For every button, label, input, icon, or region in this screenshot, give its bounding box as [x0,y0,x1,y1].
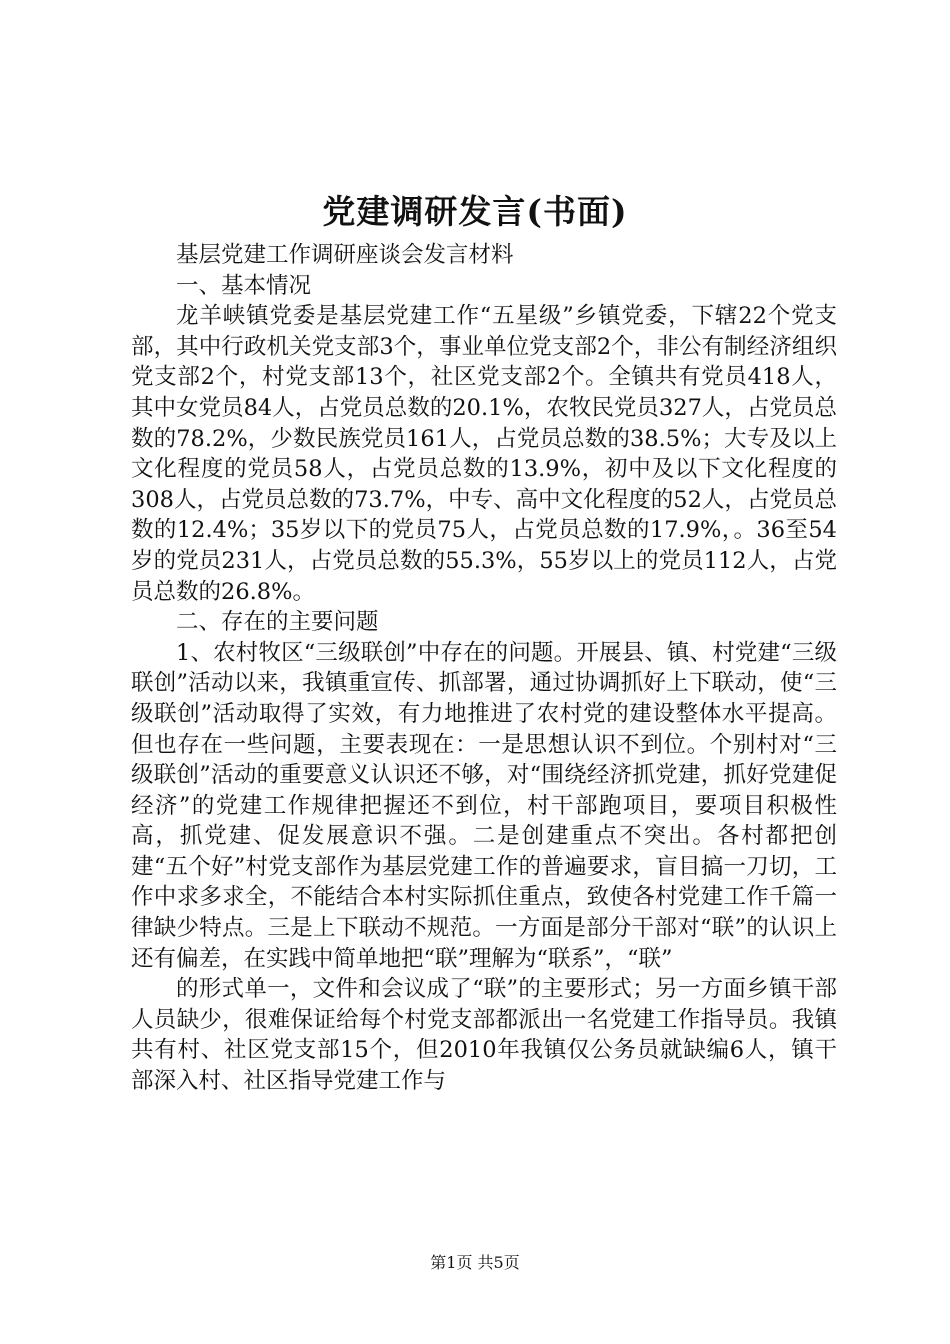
problem-paragraph-continued: 的形式单一，文件和会议成了“联”的主要形式；另一方面乡镇干部人员缺少，很难保证给每个村党支部都派出一名党建工作指导员。我镇共有村、社区党支部15个，但2010年我镇仅公务员就缺编6人，镇干部深入村、社区指导党建工作与 [131,976,837,1095]
section-heading-basic: 一、基本情况 [176,272,312,299]
section-heading-problems: 二、存在的主要问题 [176,609,379,636]
page-footer: 第1页 共5页 [430,1253,520,1272]
document-title: 党建调研发言(书面) [322,192,628,231]
basic-info-paragraph: 龙羊峡镇党委是基层党建工作“五星级”乡镇党委，下辖22个党支部，其中行政机关党支部3个，事业单位党支部2个，非公有制经济组织党支部2个，村党支部13个，社区党支部2个。全镇共有党员418人，其中女党员84人，占党员总数的20.1%，农牧民党员327人，占党员总数的78.2%，少数民族党员161人，占党员总数的38.5%；大专及以上文化程度的党员58人，占党员总数的13.9%，初中及以下文化程度的308人，占党员总数的73.7%，中专、高中文化程度的52人，占党员总数的12.4%；35岁以下的党员75人，占党员总数的17.9%，。36至54岁的党员231人，占党员总数的55.3%，55岁以上的党员112人，占党员总数的26.8%。 [131,303,837,605]
document-body [131,240,837,1097]
subtitle-paragraph: 基层党建工作调研座谈会发言材料 [176,242,514,268]
problem-paragraph-1: 1、农村牧区“三级联创”中存在的问题。开展县、镇、村党建“三级联创”活动以来，我镇重宣传、抓部署，通过协调抓好上下联动，使“三级联创”活动取得了实效，有力地推进了农村党的建设整体水平提高。但也存在一些问题，主要表现在：一是思想认识不到位。个别村对“三级联创”活动的重要意义认识还不够，对“围绕经济抓党建，抓好党建促经济”的党建工作规律把握还不到位，村干部跑项目，要项目积极性高，抓党建、促发展意识不强。二是创建重点不突出。各村都把创建“五个好”村党支部作为基层党建工作的普遍要求，盲目搞一刀切，工作中求多求全，不能结合本村实际抓住重点，致使各村党建工作千篇一律缺少特点。三是上下联动不规范。一方面是部分干部对“联”的认识上还有偏差，在实践中简单地把“联”理解为“联系”，“联” [131,639,837,972]
